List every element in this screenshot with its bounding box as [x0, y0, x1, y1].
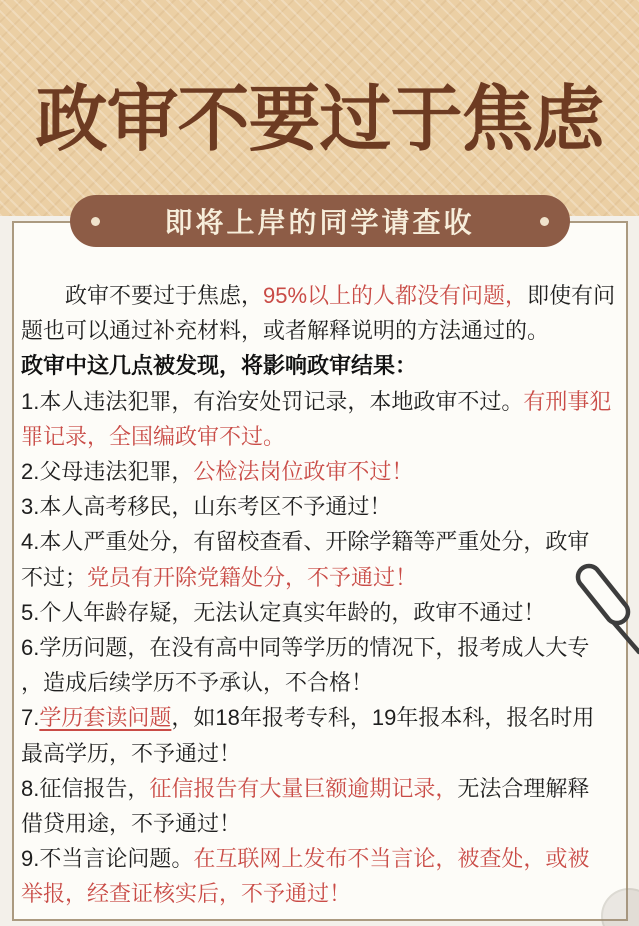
text-segment: 8.征信报告， — [21, 775, 150, 801]
text-segment: 最高学历，不予通过！ — [21, 740, 242, 766]
text-line — [21, 806, 620, 841]
text-line — [21, 876, 620, 911]
text-segment: 5.个人年龄存疑，无法认定真实年龄的，政审不通过！ — [21, 599, 546, 625]
text-segment: 6.学历问题，在没有高中同等学历的情况下，报考成人大专 — [21, 635, 590, 661]
text-line — [21, 489, 620, 524]
article-body — [14, 223, 626, 912]
text-segment: 政审中这几点被发现，将影响政审结果： — [21, 353, 418, 379]
text-line — [21, 524, 620, 559]
paperclip-icon — [565, 553, 639, 671]
text-line — [21, 700, 620, 735]
text-segment: 题也可以通过补充材料，或者解释说明的方法通过的。 — [21, 318, 550, 344]
text-line — [21, 384, 620, 419]
text-line — [21, 348, 620, 383]
text-segment: 95%以上的人都没有问题， — [263, 283, 528, 308]
text-segment: 1.本人违法犯罪，有治安处罚记录，本地政审不过。 — [21, 388, 524, 414]
header-background — [0, 0, 639, 216]
text-segment: 不过； — [21, 564, 88, 590]
dot-icon — [540, 217, 549, 226]
content-card — [12, 221, 628, 921]
text-segment: 2.父母违法犯罪， — [21, 459, 194, 485]
text-segment: 有刑事犯 — [523, 388, 612, 414]
text-segment: 党员有开除党籍处分，不予通过！ — [87, 564, 418, 590]
text-segment: 即使有问 — [527, 283, 616, 308]
text-segment: 9.不当言论问题。 — [21, 846, 194, 872]
text-segment: ，如18年报考专科，19年报本科，报名时用 — [171, 705, 595, 731]
text-segment: 政审不要过于焦虑， — [65, 283, 264, 308]
text-line — [21, 771, 620, 806]
text-segment: 4.本人严重处分，有留校查看、开除学籍等严重处分，政审 — [21, 529, 590, 555]
text-segment: 学历套读问题 — [39, 705, 172, 731]
text-line — [21, 419, 620, 454]
text-line — [21, 278, 620, 313]
text-line — [21, 630, 620, 665]
text-segment: 征信报告有大量巨额逾期记录， — [149, 775, 458, 801]
text-line — [21, 313, 620, 348]
text-line — [21, 736, 620, 771]
text-segment: 公检法岗位政审不过！ — [193, 459, 414, 485]
text-line — [21, 841, 620, 876]
text-line — [21, 454, 620, 489]
text-line — [21, 560, 620, 595]
text-line — [21, 665, 620, 700]
text-segment: 借贷用途，不予通过！ — [21, 811, 242, 837]
text-segment: 7. — [21, 705, 40, 731]
subtitle-text: 即将上岸的同学请查收 — [164, 207, 475, 238]
text-line — [21, 595, 620, 630]
text-segment: 罪记录，全国编政审不过。 — [21, 423, 286, 449]
poster-title: 政审不要过于焦虑 — [35, 80, 604, 160]
text-segment: 3.本人高考移民，山东考区不予通过！ — [21, 494, 392, 520]
text-segment: ，造成后续学历不予承认，不合格！ — [21, 670, 374, 696]
dot-icon — [91, 217, 100, 226]
text-segment: 举报，经查证核实后，不予通过！ — [21, 881, 352, 907]
text-segment: 在互联网上发布不当言论，被查处，或被 — [193, 846, 590, 872]
subtitle-banner — [70, 195, 570, 247]
text-segment: 无法合理解释 — [457, 775, 590, 801]
